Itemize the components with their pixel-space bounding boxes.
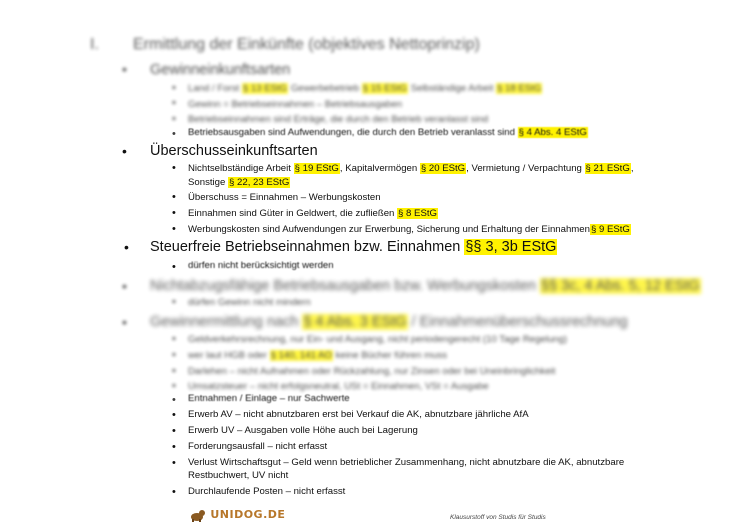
bullet: • [172, 162, 176, 174]
nichtabzug-item-1: dürfen Gewinn nicht mindern [188, 297, 311, 308]
bullet: • [172, 261, 176, 273]
bullet: • [172, 425, 176, 437]
ueberschuss-item-1-line2: Sonstige § 22, 23 EStG [188, 177, 290, 188]
gewinnermittlung-item-2: wer laut HGB oder § 140, 141 AO keine Bücher führen muss [188, 350, 448, 361]
steuerfrei-item-1: dürfen nicht berücksichtigt werden [188, 260, 334, 271]
bullet: • [122, 143, 127, 159]
gewinn-heading: Gewinneinkunftsarten [150, 62, 291, 78]
bullet: • [172, 82, 176, 94]
bullet: • [172, 380, 176, 392]
bullet: • [172, 409, 176, 421]
gewinnermittlung-item-5: Entnahmen / Einlage – nur Sachwerte [188, 393, 350, 404]
unidog-logo [188, 508, 285, 522]
gewinnermittlung-item-3: Darlehen – nicht Aufnahmen oder Rückzahlung, nur Zinsen oder bei Uneinbringlichkeit [188, 366, 556, 377]
bullet: • [172, 296, 176, 308]
ueberschuss-item-2: Überschuss = Einnahmen – Werbungskosten [188, 192, 381, 203]
gewinn-item-4: Betriebsausgaben sind Aufwendungen, die durch den Betrieb veranlasst sind § 4 Abs. 4 EStG [188, 127, 587, 138]
bullet: • [172, 486, 176, 498]
gewinnermittlung-item-6: Erwerb AV – nicht abnutzbaren erst bei Verkauf die AK, abnutzbare jährliche AfA [188, 409, 529, 420]
bullet: • [172, 97, 176, 109]
logo-text: UNIDOG.DE [210, 508, 286, 521]
section-title: Ermittlung der Einkünfte (objektives Nettoprinzip) [133, 36, 480, 53]
bullet: • [124, 239, 129, 255]
gewinn-item-2: Gewinn = Betriebseinnahmen – Betriebsausgaben [188, 99, 403, 110]
gewinnermittlung-heading: Gewinnermittlung nach § 4 Abs. 3 EStG / Einnahmenüberschussrechnung [150, 314, 628, 330]
gewinnermittlung-item-7: Erwerb UV – Ausgaben volle Höhe auch bei Lagerung [188, 425, 418, 436]
bullet: • [172, 457, 176, 469]
nichtabzug-heading: Nichtabzugsfähige Betriebsausgaben bzw. Werbungskosten §§ 3c, 4 Abs. 5, 12 EStG [150, 278, 700, 294]
bullet: • [122, 278, 127, 294]
bullet: • [172, 349, 176, 361]
ueberschuss-heading: Überschusseinkunftsarten [150, 143, 318, 159]
gewinn-item-3: Betriebseinnahmen sind Erträge, die durch den Betrieb veranlasst sind [188, 114, 489, 125]
gewinnermittlung-item-1: Geldverkehrsrechnung, nur Ein- und Ausgang, nicht periodengerecht (10 Tage Regelung) [188, 334, 568, 345]
bullet: • [172, 128, 176, 140]
bullet: • [122, 61, 127, 77]
gewinnermittlung-item-10: Durchlaufende Posten – nicht erfasst [188, 486, 346, 497]
gewinn-item-1: Land / Forst § 13 EStG Gewerbebetrieb § 15 EStG Selbständige Arbeit § 18 EStG [188, 83, 542, 94]
dog-icon [188, 508, 206, 522]
gewinnermittlung-item-4: Umsatzsteuer – nicht erfolgsneutral, USt = Einnahmen, VSt = Ausgabe [188, 381, 489, 392]
bullet: • [172, 365, 176, 377]
section-number: I. [90, 36, 99, 53]
bullet: • [172, 207, 176, 219]
ueberschuss-item-4: Werbungskosten sind Aufwendungen zur Erwerbung, Sicherung und Erhaltung der Einnahmen§ 9 EStG [188, 224, 630, 235]
gewinnermittlung-item-9-line2: Restbuchwert, UV nicht [188, 470, 289, 481]
gewinnermittlung-item-9: Verlust Wirtschaftsgut – Geld wenn betrieblicher Zusammenhang, nicht abnutzbare die AK, abnutzbare [188, 457, 625, 468]
ueberschuss-item-3: Einnahmen sind Güter in Geldwert, die zufließen § 8 EStG [188, 208, 437, 219]
bullet: • [172, 191, 176, 203]
footer-note: Klausurstoff von Studis für Studis [450, 514, 546, 521]
ueberschuss-item-1: Nichtselbständige Arbeit § 19 EStG, Kapitalvermögen § 20 EStG, Vermietung / Verpachtung § 21 EStG, [188, 163, 634, 174]
bullet: • [172, 223, 176, 235]
bullet: • [172, 113, 176, 125]
steuerfrei-heading: Steuerfreie Betriebseinnahmen bzw. Einnahmen §§ 3, 3b EStG [150, 239, 557, 255]
bullet: • [172, 394, 176, 406]
bullet: • [172, 441, 176, 453]
bullet: • [172, 333, 176, 345]
gewinnermittlung-item-8: Forderungsausfall – nicht erfasst [188, 441, 328, 452]
bullet: • [122, 314, 127, 330]
